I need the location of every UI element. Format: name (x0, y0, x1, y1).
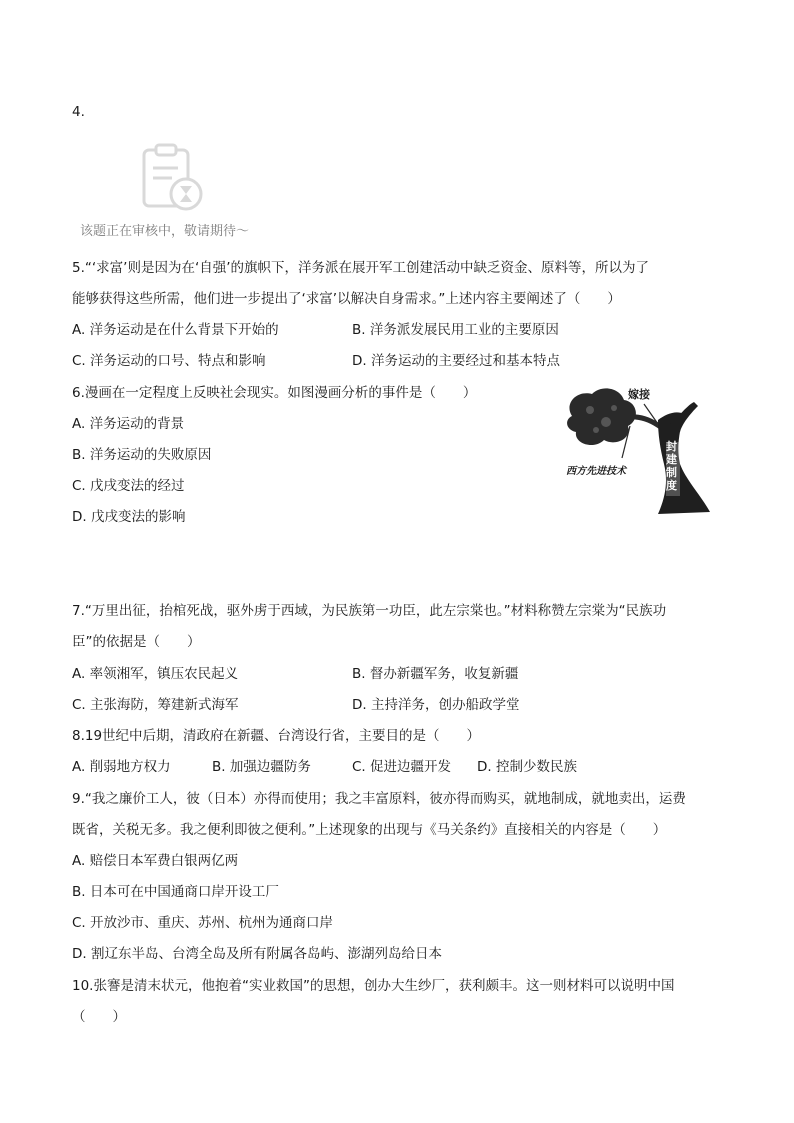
question-8-stem: 8.19世纪中后期，清政府在新疆、台湾设行省，主要目的是（ ） (72, 728, 481, 744)
question-9-option-b[interactable]: B. 日本可在中国通商口岸开设工厂 (72, 884, 279, 900)
question-5-stem-line2: 能够获得这些所需，他们进一步提出了‘求富’以解决自身需求。”上述内容主要阐述了（ ） (72, 291, 621, 307)
question-9-option-d[interactable]: D. 割辽东半岛、台湾全岛及所有附属各岛屿、澎湖列岛给日本 (72, 946, 442, 962)
question-5-option-c[interactable]: C. 洋务运动的口号、特点和影响 (72, 353, 266, 369)
question-6-option-b[interactable]: B. 洋务运动的失败原因 (72, 447, 212, 463)
question-7-option-d[interactable]: D. 主持洋务，创办船政学堂 (352, 697, 520, 713)
question-4-number: 4. (72, 104, 85, 120)
question-9-stem-line2: 既省，关税无多。我之便利即彼之便利。”上述现象的出现与《马关条约》直接相关的内容是（ ） (72, 822, 667, 838)
question-10-stem-line2: （ ） (72, 1009, 126, 1025)
question-10-stem-line1: 10.张謇是清末状元，他抱着“实业救国”的思想，创办大生纱厂，获利颇丰。这一则材料可以说明中国 (72, 978, 675, 994)
question-6-option-d[interactable]: D. 戊戌变法的影响 (72, 509, 186, 525)
question-9-stem-line1: 9.“我之廉价工人，彼（日本）亦得而使用；我之丰富原料，彼亦得而购买，就地制成，就地卖出，运费 (72, 791, 686, 807)
clipboard-hourglass-icon (140, 142, 210, 218)
question-6-option-c[interactable]: C. 戊戌变法的经过 (72, 478, 185, 494)
question-7-option-c[interactable]: C. 主张海防，筹建新式海军 (72, 697, 239, 713)
cartoon-label-tech: 西方先进技术 (566, 466, 626, 477)
question-5-option-b[interactable]: B. 洋务派发展民用工业的主要原因 (352, 322, 559, 338)
cartoon-label-graft: 嫁接 (628, 388, 650, 401)
question-7-stem-line1: 7.“万里出征，抬棺死战，驱外虏于西域，为民族第一功臣，此左宗棠也。”材料称赞左宗棠为“民族功 (72, 603, 667, 619)
question-7-option-a[interactable]: A. 率领湘军，镇压农民起义 (72, 666, 239, 682)
question-6-stem: 6.漫画在一定程度上反映社会现实。如图漫画分析的事件是（ ） (72, 385, 477, 401)
question-7-stem-line2: 臣”的依据是（ ） (72, 634, 201, 650)
question-8-option-b[interactable]: B. 加强边疆防务 (212, 759, 311, 775)
grafting-cartoon (562, 384, 726, 522)
question-8-option-c[interactable]: C. 促进边疆开发 (352, 759, 452, 775)
question-5-option-a[interactable]: A. 洋务运动是在什么背景下开始的 (72, 322, 279, 338)
question-7-option-b[interactable]: B. 督办新疆军务，收复新疆 (352, 666, 519, 682)
review-placeholder (80, 140, 270, 240)
question-5-stem-line1: 5.“‘求富’则是因为在‘自强’的旗帜下，洋务派在展开军工创建活动中缺乏资金、原料等，所以为了 (72, 260, 650, 276)
question-9-option-a[interactable]: A. 赔偿日本军费白银两亿两 (72, 853, 239, 869)
question-5-option-d[interactable]: D. 洋务运动的主要经过和基本特点 (352, 353, 560, 369)
cartoon-label-trunk: 封建制度 (666, 440, 677, 492)
question-8-option-d[interactable]: D. 控制少数民族 (477, 759, 577, 775)
placeholder-text: 该题正在审核中，敬请期待～ (80, 224, 250, 239)
question-8-option-a[interactable]: A. 削弱地方权力 (72, 759, 171, 775)
question-9-option-c[interactable]: C. 开放沙市、重庆、苏州、杭州为通商口岸 (72, 915, 334, 931)
question-6-option-a[interactable]: A. 洋务运动的背景 (72, 416, 185, 432)
cartoon-drawing (562, 384, 726, 522)
